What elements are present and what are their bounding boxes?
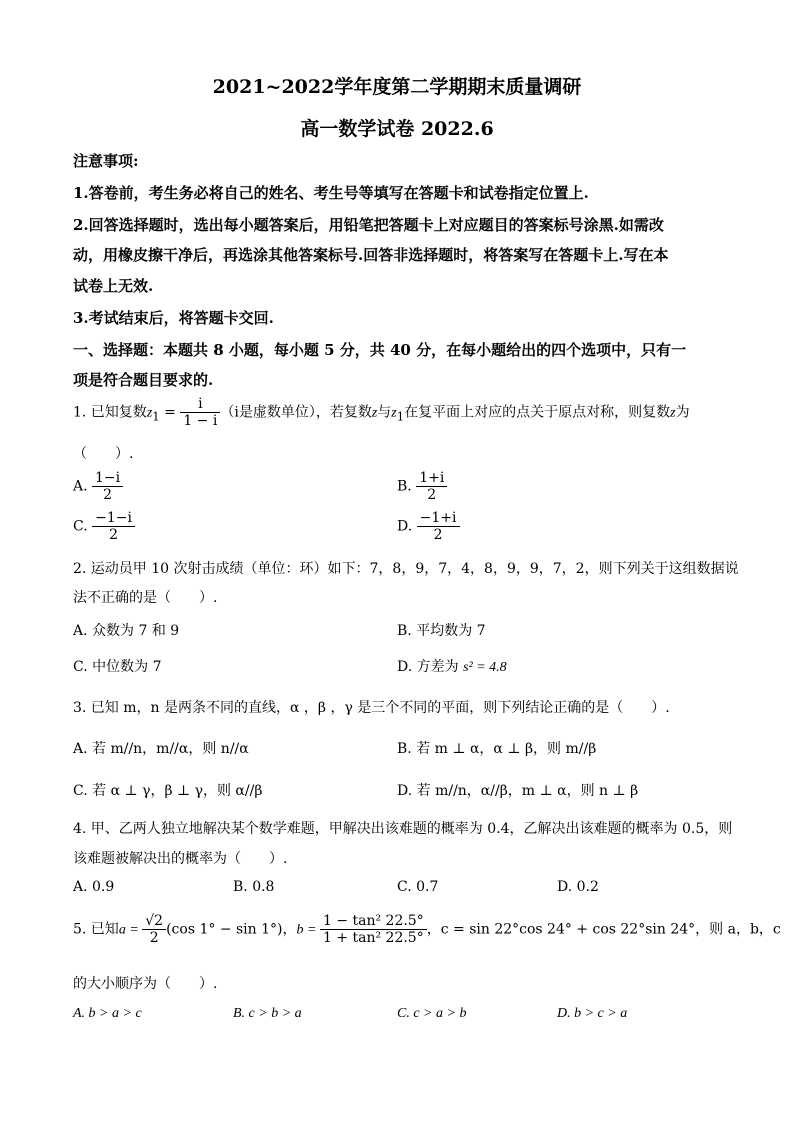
notice-item-2-line1: 2.回答选择题时，选出每小题答案后，用铅笔把答题卡上对应题目的答案标号涂黑.如需改 [73,216,664,234]
question-4-option-c: C. 0.7 [397,879,439,895]
question-5-option-d: D. b > c > a [557,1006,628,1021]
question-1-option-b: B. $\frac{1+i}{2}$ [397,470,447,503]
question-2-stem-line1: 2. 运动员甲 10 次射击成绩（单位：环）如下：7，8，9，7，4，8，9，9，7，2，则下列关于这组数据说 [73,561,739,577]
question-3-option-d: D. 若 m//n，α//β，m ⊥ α，则 n ⊥ β [397,783,639,799]
section-heading-line2: 项是符合题目要求的. [73,371,214,389]
notice-item-2-line2: 动，用橡皮擦干净后，再选涂其他答案标号.回答非选择题时，将答案写在答题卡上.写在本 [73,246,669,264]
notice-heading: 注意事项: [73,152,139,170]
question-3-option-a: A. 若 m//n，m//α，则 n//α [73,741,249,757]
question-4-stem-line2: 该难题被解决出的概率为（ ）. [73,851,288,867]
question-4-option-b: B. 0.8 [233,879,275,895]
question-2-option-b: B. 平均数为 7 [397,623,486,639]
question-2-option-a: A. 众数为 7 和 9 [73,623,180,639]
question-2-option-d: D. 方差为 s² = 4.8 [397,659,507,675]
question-1-option-c: C. $\frac{-1-i}{2}$ [73,510,135,543]
question-5-option-c: C. c > a > b [397,1006,467,1021]
question-3-stem: 3. 已知 m，n 是两条不同的直线，α ，β ，γ 是三个不同的平面，则下列结论正确的是（ ）. [73,700,670,716]
question-3-option-c: C. 若 α ⊥ γ，β ⊥ γ，则 α//β [73,783,263,799]
notice-item-3: 3.考试结束后，将答题卡交回. [73,309,274,327]
notice-item-1: 1.答卷前，考生务必将自己的姓名、考生号等填写在答题卡和试卷指定位置上. [73,184,589,202]
question-4-option-d: D. 0.2 [557,879,599,895]
question-5-option-b: B. c > b > a [233,1006,302,1021]
question-5-stem: 5. 已知a = $\frac{√2}{2}$ (cos 1° − sin 1°)，b = $\frac{\text{1 − tan² 22.5°}}{\text{1 + tan² 22.5°}}$ ，c = sin 22°cos 24° + cos 22°sin 24°，则 a，b，c [73,913,781,947]
question-1-paren: （ ）. [73,446,134,462]
notice-item-2-line3: 试卷上无效. [73,277,154,295]
question-1-option-d: D. $\frac{-1+i}{2}$ [397,510,460,543]
question-1-stem: 1. 已知复数$z_1$ = $\frac{i}{1 - i}$ （i是虚数单位），若复数z与$z_1$在复平面上对应的点关于原点对称，则复数z为 [73,396,690,430]
question-1-option-a: A. $\frac{1-i}{2}$ [73,470,123,503]
question-5-stem-line2: 的大小顺序为（ ）. [73,976,218,992]
question-2-stem-line2: 法不正确的是（ ）. [73,590,218,606]
question-5-option-a: A. b > a > c [73,1006,142,1021]
question-2-option-c: C. 中位数为 7 [73,659,162,675]
question-3-option-b: B. 若 m ⊥ α，α ⊥ β，则 m//β [397,741,597,757]
exam-title: 2021~2022学年度第二学期期末质量调研 [212,76,582,98]
question-1-fraction: $\frac{i}{1 - i}$ [180,396,220,429]
section-heading-line1: 一、选择题：本题共 8 小题，每小题 5 分，共 40 分，在每小题给出的四个选项中，只有一 [73,341,687,359]
question-4-option-a: A. 0.9 [73,879,115,895]
question-4-stem-line1: 4. 甲、乙两人独立地解决某个数学难题，甲解决出该难题的概率为 0.4，乙解决出该难题的概率为 0.5，则 [73,821,733,837]
exam-subtitle: 高一数学试卷 2022.6 [300,118,494,140]
